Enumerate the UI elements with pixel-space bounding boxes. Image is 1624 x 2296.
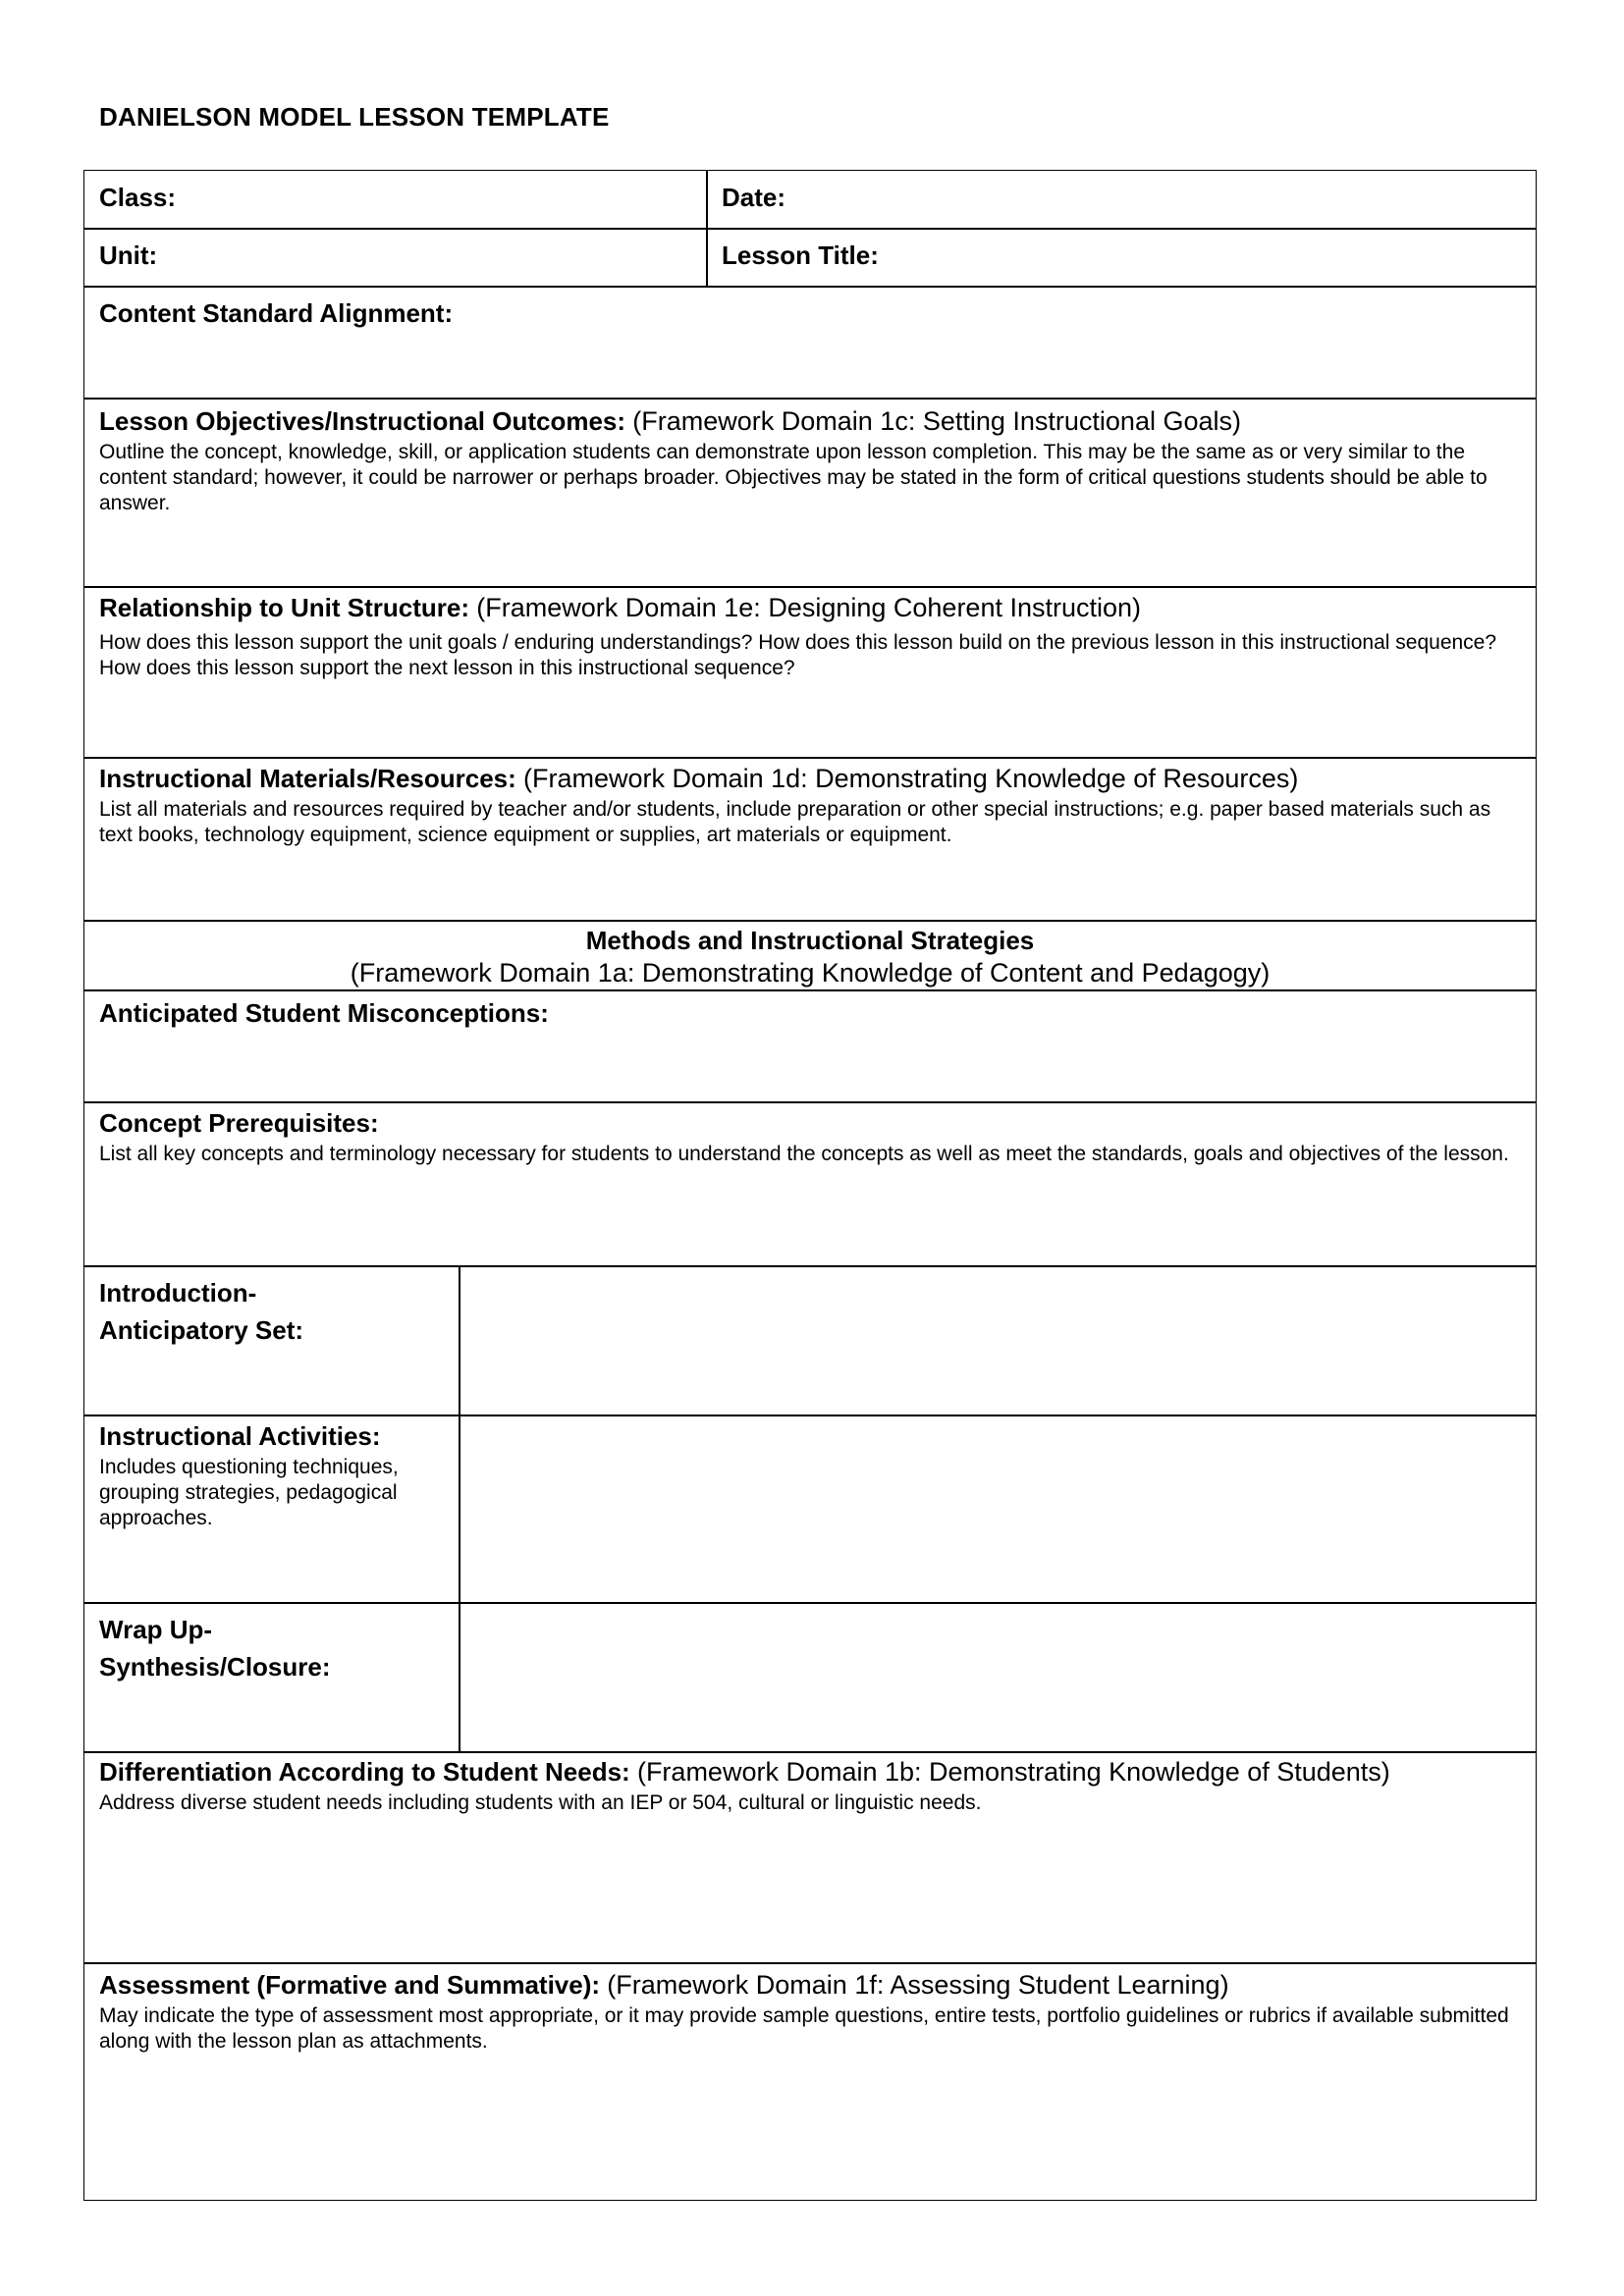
misconceptions-section[interactable] bbox=[83, 989, 1537, 1103]
objectives-label: Lesson Objectives/Instructional Outcomes: bbox=[99, 406, 626, 436]
assessment-section[interactable] bbox=[83, 1962, 1537, 2201]
methods-header bbox=[83, 920, 1537, 991]
class-cell[interactable] bbox=[83, 170, 708, 230]
content-standard-cell[interactable] bbox=[83, 286, 1537, 400]
misconceptions-label: Anticipated Student Misconceptions: bbox=[99, 998, 549, 1028]
introduction-label-cell bbox=[83, 1265, 460, 1416]
prerequisites-description: List all key concepts and terminology necessary for students to understand the concepts as well as meet the standards, goals and objectives of the lesson. bbox=[99, 1143, 1509, 1165]
wrapup-label-line1: Wrap Up- bbox=[99, 1615, 213, 1644]
document-title: DANIELSON MODEL LESSON TEMPLATE bbox=[99, 102, 610, 132]
methods-label: Methods and Instructional Strategies bbox=[585, 926, 1035, 955]
date-cell[interactable] bbox=[706, 170, 1537, 230]
unit-structure-section[interactable] bbox=[83, 586, 1537, 759]
assessment-label: Assessment (Formative and Summative): bbox=[99, 1970, 601, 2000]
methods-domain: (Framework Domain 1a: Demonstrating Knowledge of Content and Pedagogy) bbox=[350, 958, 1271, 988]
differentiation-label: Differentiation According to Student Needs: bbox=[99, 1757, 630, 1787]
unit-structure-label: Relationship to Unit Structure: bbox=[99, 593, 469, 622]
wrapup-content-cell[interactable] bbox=[459, 1602, 1537, 1753]
objectives-domain: (Framework Domain 1c: Setting Instructional Goals) bbox=[632, 406, 1241, 436]
unit-cell[interactable] bbox=[83, 228, 708, 288]
activities-label: Instructional Activities: bbox=[99, 1421, 381, 1451]
introduction-content-cell[interactable] bbox=[459, 1265, 1537, 1416]
materials-section[interactable] bbox=[83, 757, 1537, 922]
unit-structure-description: How does this lesson support the unit goals / enduring understandings? How does this lesson build on the previous lesson in this instructional sequence? How does this lesson support the next lesson in this instructional sequence? bbox=[99, 631, 1497, 679]
introduction-label-line1: Introduction- bbox=[99, 1278, 257, 1308]
introduction-label-line2: Anticipatory Set: bbox=[99, 1315, 304, 1345]
differentiation-domain: (Framework Domain 1b: Demonstrating Knowledge of Students) bbox=[636, 1757, 1390, 1787]
objectives-section[interactable] bbox=[83, 398, 1537, 588]
prerequisites-section[interactable] bbox=[83, 1101, 1537, 1267]
activities-content-cell[interactable] bbox=[459, 1415, 1537, 1604]
unit-structure-domain: (Framework Domain 1e: Designing Coherent Instruction) bbox=[476, 593, 1142, 622]
materials-description: List all materials and resources required by teacher and/or students, include preparation or other special instructions; e.g. paper based materials such as text books, technology equipment, science equipment or supplies, art materials or equipment. bbox=[99, 798, 1491, 846]
differentiation-description: Address diverse student needs including students with an IEP or 504, cultural or linguistic needs. bbox=[99, 1791, 982, 1814]
objectives-description: Outline the concept, knowledge, skill, or application students can demonstrate upon lesson completion. This may be the same as or very similar to the content standard; however, it could be narrower or perhaps broader. Objectives may be stated in the form of critical questions students should be able to answer. bbox=[99, 441, 1488, 514]
unit-label: Unit: bbox=[99, 240, 158, 270]
differentiation-section[interactable] bbox=[83, 1751, 1537, 1964]
wrapup-label-cell bbox=[83, 1602, 460, 1753]
materials-domain: (Framework Domain 1d: Demonstrating Knowledge of Resources) bbox=[523, 764, 1299, 793]
assessment-description: May indicate the type of assessment most appropriate, or it may provide sample questions, entire tests, portfolio guidelines or rubrics if available submitted along with the lesson plan as attachments. bbox=[99, 2004, 1509, 2053]
wrapup-label-line2: Synthesis/Closure: bbox=[99, 1652, 331, 1682]
activities-label-cell bbox=[83, 1415, 460, 1604]
materials-label: Instructional Materials/Resources: bbox=[99, 764, 516, 793]
class-label: Class: bbox=[99, 183, 177, 212]
lesson-title-label: Lesson Title: bbox=[722, 240, 879, 270]
assessment-domain: (Framework Domain 1f: Assessing Student Learning) bbox=[607, 1970, 1229, 2000]
lesson-title-cell[interactable] bbox=[706, 228, 1537, 288]
date-label: Date: bbox=[722, 183, 786, 212]
activities-description: Includes questioning techniques, grouping strategies, pedagogical approaches. bbox=[99, 1456, 399, 1529]
prerequisites-label: Concept Prerequisites: bbox=[99, 1108, 379, 1138]
content-standard-label: Content Standard Alignment: bbox=[99, 298, 454, 328]
